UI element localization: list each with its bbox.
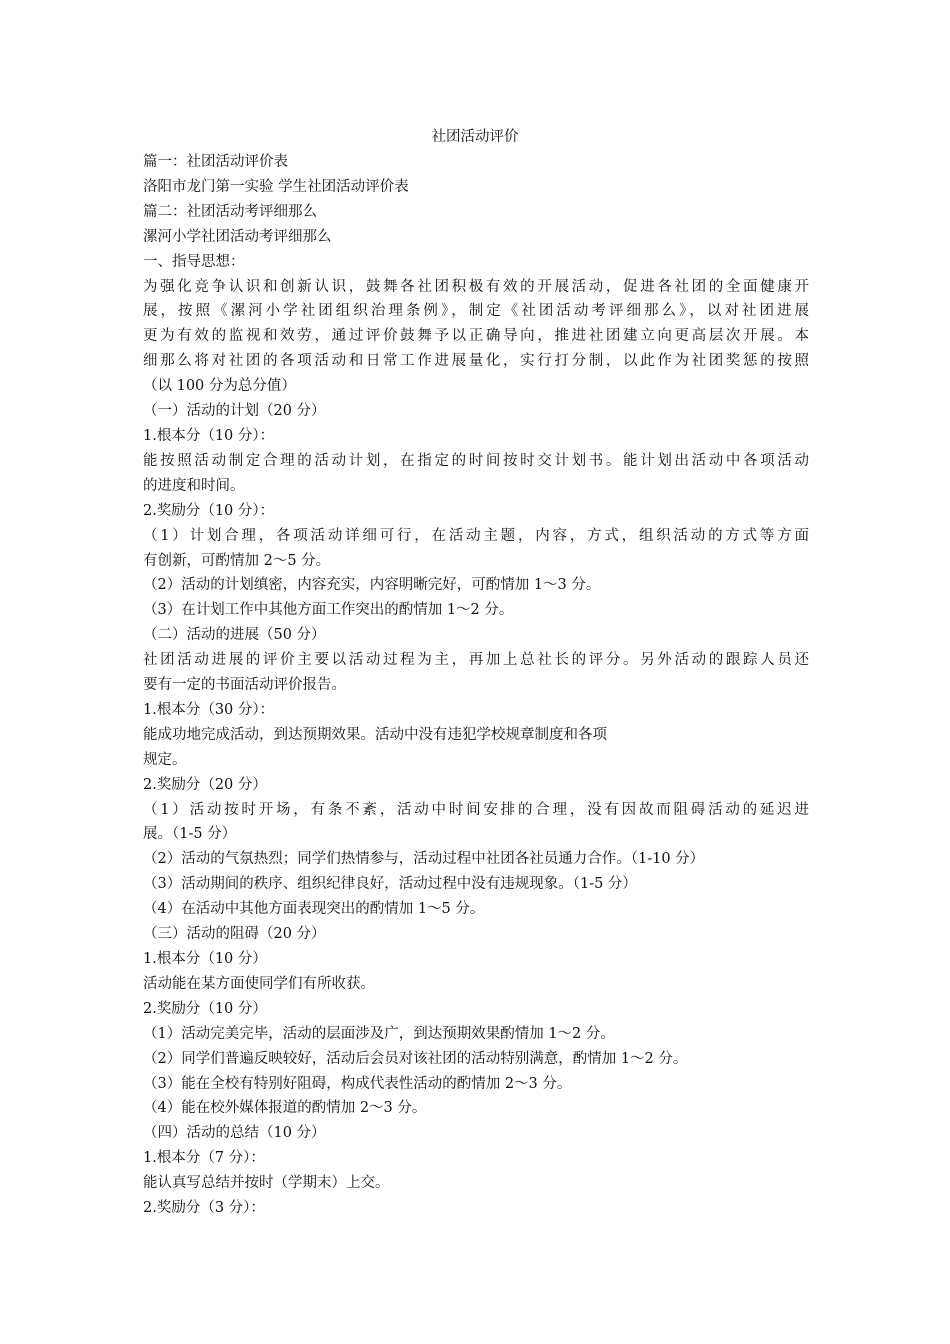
text-line: 能按照活动制定合理的活动计划，在指定的时间按时交计划书。能计划出活动中各项活动 [143,452,809,469]
text-line: 1.根本分（10 分） [143,951,267,967]
text-line: 篇一：社团活动评价表 [143,154,288,170]
text-line: （四）活动的总结（10 分） [143,1125,326,1142]
text-line: （2）同学们普遍反映较好，活动后会员对该社团的活动特别满意，酌情加 1～2 分。 [143,1050,688,1067]
text-line: 细那么将对社团的各项活动和日常工作进展量化，实行打分制，以此作为社团奖惩的按照 [143,353,809,370]
text-line: 1.根本分（10 分）： [143,427,275,444]
text-line: 2.奖励分（10 分） [143,1000,267,1017]
text-line: 篇二：社团活动考评细那么 [143,203,317,220]
text-line: 更为有效的监视和效劳，通过评价鼓舞予以正确导向，推进社团建立向更高层次开展。本 [143,328,809,345]
text-line: （一）活动的计划（20 分） [143,403,326,420]
text-line: 一、指导思想： [143,253,245,270]
text-line: 2.奖励分（20 分） [143,776,267,793]
text-line: （3）能在全校有特别好阻碍，构成代表性活动的酌情加 2～3 分。 [143,1075,572,1092]
text-line: （2）活动的计划缜密，内容充实，内容明晰完好，可酌情加 1～3 分。 [143,577,601,594]
text-line: 展，按照《漯河小学社团组织治理条例》，制定《社团活动考评细那么》，以对社团进展 [143,303,809,320]
text-line: （1）计划合理，各项活动详细可行，在活动主题，内容，方式，组织活动的方式等方面 [143,527,809,544]
text-line: 社团活动进展的评价主要以活动过程为主，再加上总社长的评分。另外活动的跟踪人员还 [143,652,809,669]
text-line: 能认真写总结并按时（学期末）上交。 [143,1175,390,1192]
text-line: 漯河小学社团活动考评细那么 [143,228,332,245]
text-line: （1）活动按时开场，有条不紊，活动中时间安排的合理，没有因故而阻碍活动的延迟进 [143,801,809,818]
text-line: （3）在计划工作中其他方面工作突出的酌情加 1～2 分。 [143,602,514,619]
text-line: （以 100 分为总分值） [143,378,296,395]
text-line: 2.奖励分（10 分）： [143,502,275,519]
text-line: 规定。 [143,751,187,768]
text-line: 2.奖励分（3 分）： [143,1200,265,1217]
text-line: （2）活动的气氛热烈；同学们热情参与，活动过程中社团各社员通力合作。（1-10 分） [143,851,705,868]
text-line: （4）能在校外媒体报道的酌情加 2～3 分。 [143,1100,427,1117]
text-line: （3）活动期间的秩序、组织纪律良好，活动过程中没有违规现象。（1-5 分） [143,876,637,893]
text-line: 要有一定的书面活动评价报告。 [143,677,346,694]
text-line: 洛阳市龙门第一实验 学生社团活动评价表 [143,178,409,195]
document-title: 社团活动评价 [431,129,519,145]
text-line: （1）活动完美完毕，活动的层面涉及广，到达预期效果酌情加 1～2 分。 [143,1025,615,1042]
text-line: 1.根本分（30 分）： [143,701,275,718]
document-body [143,150,809,1221]
text-line: 能成功地完成活动，到达预期效果。活动中没有违犯学校规章制度和各项 [143,726,607,743]
text-line: 活动能在某方面使同学们有所收获。 [143,975,375,992]
text-line: （4）在活动中其他方面表现突出的酌情加 1～5 分。 [143,901,485,918]
text-line: （三）活动的阻碍（20 分） [143,926,326,943]
text-line: 展。（1-5 分） [143,826,237,843]
text-line: 的进度和时间。 [143,477,245,494]
text-line: （二）活动的进展（50 分） [143,627,326,644]
text-line: 为强化竞争认识和创新认识，鼓舞各社团积极有效的开展活动，促进各社团的全面健康开 [143,278,809,295]
text-line: 有创新，可酌情加 2～5 分。 [143,552,331,569]
text-line: 1.根本分（7 分）： [143,1150,265,1167]
